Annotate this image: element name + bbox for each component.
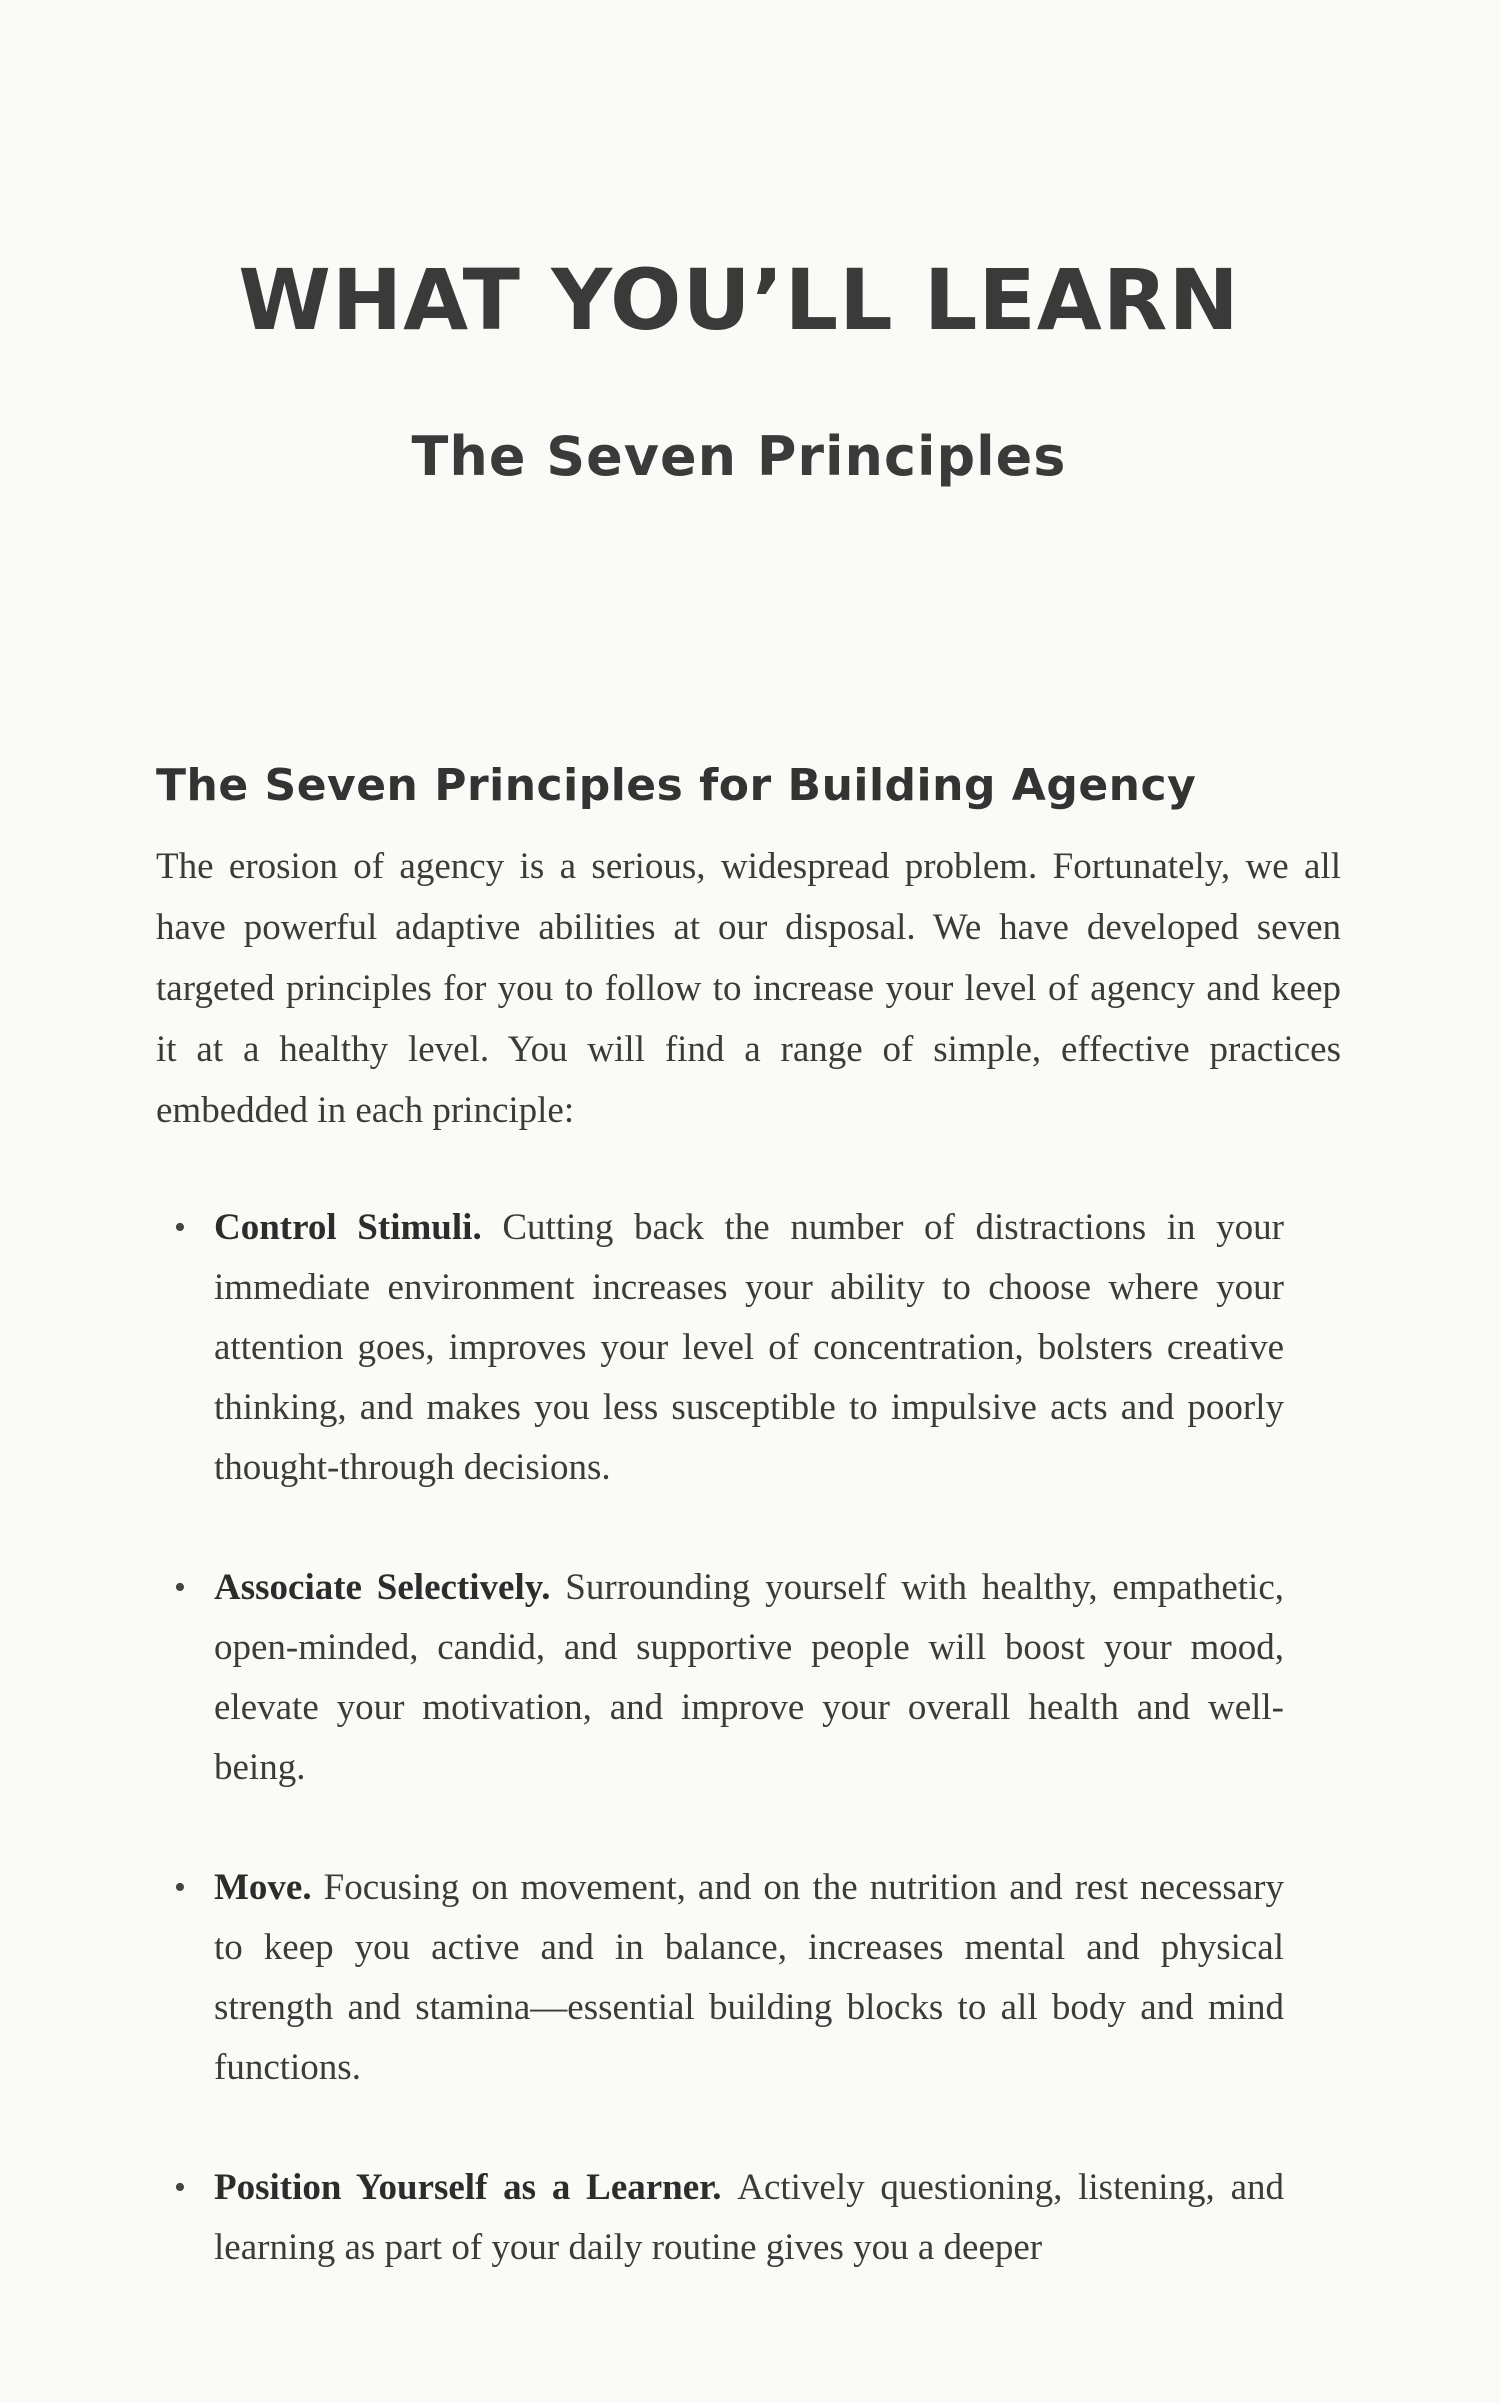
principles-list xyxy=(170,1198,1284,2338)
bullet-icon: • xyxy=(174,1209,186,1246)
principle-name: Associate Selectively. xyxy=(214,1567,566,1608)
principle-move xyxy=(170,1858,1284,2098)
bullet-icon: • xyxy=(174,1869,186,1906)
principle-text: Cutting back the number of distractions in your immediate environment increases your ability to choose where your attention goes, improves your level of concentration, bolsters creative thinking, and makes you less susceptible to impulsive acts and poorly thought-through decisions. xyxy=(214,1207,1284,1488)
principle-position-yourself-as-learner xyxy=(170,2158,1284,2278)
principle-control-stimuli xyxy=(170,1198,1284,1498)
principle-name: Position Yourself as a Learner. xyxy=(214,2167,738,2208)
principle-name: Control Stimuli. xyxy=(214,1207,503,1248)
chapter-title: WHAT YOU’LL LEARN xyxy=(238,251,1240,349)
intro-paragraph: The erosion of agency is a serious, widespread problem. Fortunately, we all have powerful adaptive abilities at our disposal. We have developed seven targeted principles for you to follow to increase your level of agency and keep it at a healthy level. You will find a range of simple, effective practices embedded in each principle: xyxy=(156,846,1341,1131)
principle-text: Actively questioning, listening, and learning as part of your daily routine gives you a deeper xyxy=(214,2167,1284,2268)
principle-associate-selectively xyxy=(170,1558,1284,1798)
section-heading: The Seven Principles for Building Agency xyxy=(156,760,1197,811)
bullet-icon: • xyxy=(174,1569,186,1606)
chapter-subtitle: The Seven Principles xyxy=(411,425,1067,488)
principle-text: Focusing on movement, and on the nutrition and rest necessary to keep you active and in balance, increases mental and physical strength and stamina—essential building blocks to all body and mind functions. xyxy=(214,1867,1284,2088)
bullet-icon: • xyxy=(174,2169,186,2206)
principle-text: Surrounding yourself with healthy, empathetic, open-minded, candid, and supportive people will boost your mood, elevate your motivation, and improve your overall health and well-being. xyxy=(214,1567,1284,1788)
principle-name: Move. xyxy=(214,1867,324,1908)
